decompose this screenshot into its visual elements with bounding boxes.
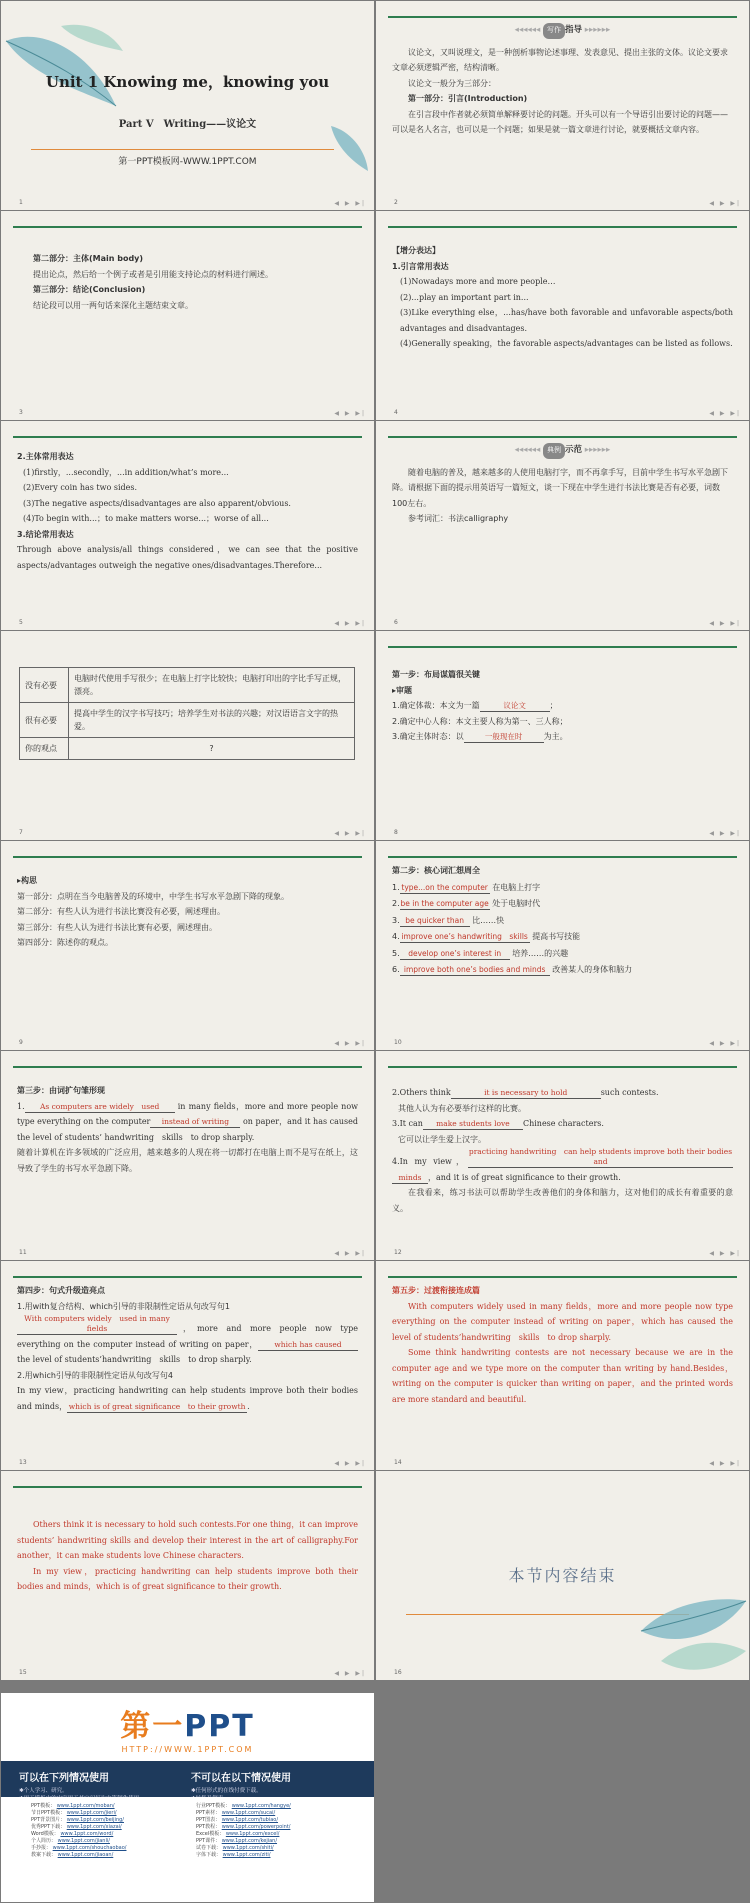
feather-icon <box>631 1591 749 1680</box>
paragraph: 【增分表达】 <box>392 246 440 255</box>
slide-9 <box>1 841 374 1050</box>
link[interactable]: www.1ppt.com/word/ <box>60 1831 114 1837</box>
slide-part: Part Ⅴ Writing——议论文 <box>118 119 257 130</box>
nav-arrows[interactable]: ◀ ▶ ▶| <box>709 1460 741 1467</box>
promo-footer: 第一PPT HTTP://WWW.1PPT.COM 可以在下列情况使用 ✱个人学习、研究。 不可以在以下情况使用 ✱任何形式的在线付费下载。 PPT模板： www.1ppt.com/moban/ 节日PPT模板： www.1ppt.com/jieri/ PPT背景图片： www.1ppt.com/beijing/ 优秀PPT下载： www.1ppt.com/xiazai/ Word模板： www.1ppt.com/word/ 个人简历： www.1ppt.com/jianli/ 手抄报： www.1ppt.com/shouchaobao/ 教案下载： www.1ppt.com/jiaoan/ 行业PPT模板： www.1ppt.com/hangye/ PPT素材： www.1ppt.com/sucai/ PPT图表： www.1ppt.com/tubiao/ PPT教程： www.1ppt.com/powerpoint/ Excel模板： www.1ppt.com/excel/ PPT课件： www.1ppt.com/kejian/ 试卷下载： www.1ppt.com/shiti/ 字体下载： www.1ppt.com/ziti/ <box>1 1693 374 1902</box>
paragraph: In my view，practicing handwriting can help students improve both their bodies and minds， which is of great significance to their growth . <box>17 1386 358 1411</box>
paragraph: 3.确定主体时态：以 一般现在时 为主。 <box>392 732 568 741</box>
slide-number: 15 <box>19 1669 27 1676</box>
nav-arrows[interactable]: ◀ ▶ ▶| <box>709 830 741 837</box>
table-cell: 提高中学生的汉字书写技巧；培养学生对书法的兴趣；对汉语语言文字的热爱。 <box>69 703 355 738</box>
paragraph: 第四步：句式升级造亮点 <box>17 1286 105 1295</box>
answer-blank: improve both one’s bodies and minds <box>400 965 550 976</box>
paragraph: 议论文一般分为三部分： <box>408 78 496 88</box>
nav-arrows[interactable]: ◀ ▶ ▶| <box>334 830 366 837</box>
answer-blank: minds <box>392 1173 428 1184</box>
slide-number: 5 <box>19 619 23 626</box>
slide-1 <box>1 1 374 210</box>
link[interactable]: www.1ppt.com/ziti/ <box>222 1852 271 1858</box>
paragraph: 第三部分：结论(Conclusion) <box>33 285 146 294</box>
slide-footer: 第一PPT模板网-WWW.1PPT.COM <box>118 157 257 167</box>
paragraph: 议论文，又叫说理文，是一种剖析事物论述事理、发表意见、提出主张的文体。议论文要求文章必须逻辑严密，结构清晰。 <box>392 47 728 72</box>
answer-blank: develop one’s interest in <box>400 949 510 960</box>
nav-arrows[interactable]: ◀ ▶ ▶| <box>334 200 366 207</box>
link[interactable]: www.1ppt.com/xiazai/ <box>66 1824 122 1830</box>
paragraph: Some think handwriting contests are not necessary because we are in the computer age and we type more on the computer than writing by hand.Besides，writing on the computer is quicker than writing on paper，and the printed words are more standard and beautiful. <box>392 1348 733 1404</box>
list-item: (1)Nowadays more and more people… <box>400 277 556 286</box>
nav-arrows[interactable]: ◀ ▶ ▶| <box>709 1040 741 1047</box>
table-cell: ? <box>69 738 355 760</box>
slide-number: 1 <box>19 199 23 206</box>
paragraph: 2.主体常用表达 <box>17 452 74 461</box>
table-cell-label: 你的观点 <box>20 738 69 760</box>
slide-number: 7 <box>19 829 23 836</box>
link-column-left: PPT模板： www.1ppt.com/moban/ 节日PPT模板： www.1ppt.com/jieri/ PPT背景图片： www.1ppt.com/beijing/ 优秀PPT下载： www.1ppt.com/xiazai/ Word模板： www.1ppt.com/word/ 个人简历： www.1ppt.com/jianli/ 手抄报： www.1ppt.com/shouchaobao/ 教案下载： www.1ppt.com/jiaoan/ <box>31 1803 127 1858</box>
slide-15 <box>1 1471 374 1680</box>
paragraph: With computers widely used in many fields，more and more people now type everything on the computer instead of writing on paper，which has caused the level of students’handwriting skills to drop sharply. <box>392 1301 733 1342</box>
link[interactable]: www.1ppt.com/hangye/ <box>231 1803 291 1809</box>
slide-number: 12 <box>394 1249 402 1256</box>
paragraph: 结论段可以用一两句话来深化主题结束文章。 <box>33 300 193 310</box>
slide-number: 8 <box>394 829 398 836</box>
answer-blank: type...on the computer <box>401 882 488 892</box>
nav-arrows[interactable]: ◀ ▶ ▶| <box>709 620 741 627</box>
brand-logo: 第一PPT <box>120 1708 255 1744</box>
answer-blank: With computers widely used in many fields <box>17 1314 177 1335</box>
list-item: 第一部分：点明在当今电脑普及的环境中，中学生书写水平急剧下降的现象。 <box>17 891 289 901</box>
paragraph: 3.结论常用表达 <box>17 529 74 539</box>
answer-blank: practicing handwriting can help students improve both their bodies and <box>468 1147 733 1166</box>
table-cell-label: 没有必要 <box>20 668 69 703</box>
list-item: (3)Like everything else，...has/have both favorable and unfavorable aspects/both advantages and disadvantages. <box>400 308 733 333</box>
list-item: 2.be in the computer age 处于电脑时代 <box>392 899 541 908</box>
brand-url[interactable]: HTTP://WWW.1PPT.COM <box>121 1744 254 1754</box>
slide-13 <box>1 1261 374 1470</box>
slide-10 <box>376 841 749 1050</box>
slide-7 <box>1 631 374 840</box>
link[interactable]: www.1ppt.com/powerpoint/ <box>221 1824 291 1830</box>
paragraph: With computers widely used in many fields ，more and more people now type everything on the computer instead of writing on paper， which has caused the level of students’handwriting skills to drop sharply. <box>17 1314 358 1364</box>
link[interactable]: www.1ppt.com/tubiao/ <box>221 1817 279 1823</box>
table-cell-label: 很有必要 <box>20 703 69 738</box>
answer-blank: instead of writing <box>150 1117 240 1128</box>
paragraph: Others think it is necessary to hold such contests.For one thing，it can improve students’ handwriting skills and develop their interest in the art of calligraphy.For another，it can make students love Chinese characters. <box>17 1520 358 1560</box>
list-item: (2)...play an important part in... <box>400 292 529 302</box>
answer-blank: which has caused <box>258 1340 358 1351</box>
slide-11 <box>1 1051 374 1260</box>
list-item: 第三部分：有些人认为进行书法比赛有必要，阐述理由。 <box>17 922 217 932</box>
nav-arrows[interactable]: ◀ ▶ ▶| <box>334 1040 366 1047</box>
paragraph: 其他人认为有必要举行这样的比赛。 <box>398 1103 526 1113</box>
list-item: (1)firstly，...secondly，...in addition/what’s more... <box>23 467 229 477</box>
paragraph: 1.引言常用表达 <box>392 261 449 271</box>
link-column-right: 行业PPT模板： www.1ppt.com/hangye/ PPT素材： www.1ppt.com/sucai/ PPT图表： www.1ppt.com/tubiao/ PPT教程： www.1ppt.com/powerpoint/ Excel模板： www.1ppt.com/excel/ PPT课件： www.1ppt.com/kejian/ 试卷下载： www.1ppt.com/shiti/ 字体下载： www.1ppt.com/ziti/ <box>196 1803 291 1858</box>
answer-blank: As computers are widely used <box>25 1102 175 1113</box>
paragraph: 第五步：过渡衔接连成篇 <box>392 1286 480 1295</box>
paragraph: 1.确定体裁：本文为一篇 议论文 ； <box>392 701 558 710</box>
link[interactable]: www.1ppt.com/sucai/ <box>221 1810 276 1816</box>
paragraph: 3.It can make students love Chinese characters. <box>392 1119 604 1128</box>
slide-number: 4 <box>394 409 398 416</box>
slide-number: 11 <box>19 1249 27 1256</box>
paragraph: 它可以让学生爱上汉字。 <box>398 1134 486 1144</box>
answer-blank: which is of great significance to their growth <box>68 1401 246 1411</box>
answer-blank: make students love <box>423 1119 523 1130</box>
slide-14 <box>376 1261 749 1470</box>
answer-blank: 议论文 <box>480 701 550 712</box>
slide-number: 6 <box>394 619 398 626</box>
nav-arrows[interactable]: ◀ ▶ ▶| <box>709 410 741 417</box>
paragraph: 第二步：核心词汇想周全 <box>392 866 480 875</box>
slide-8 <box>376 631 749 840</box>
opinion-table <box>19 667 355 760</box>
table-row <box>20 668 355 703</box>
table-row <box>20 703 355 738</box>
section-badge: 写作 <box>543 23 565 39</box>
paragraph: 2.用which引导的非限制性定语从句改写句4 <box>17 1370 174 1380</box>
paragraph: 1. As computers are widely used in many fields，more and more people now type everything on the computer instead of writing on paper，and it has caused the level of students’ handwriting skills to drop sharply. <box>17 1101 359 1142</box>
paragraph: 参考词汇：书法calligraphy <box>408 514 509 523</box>
slide-title: Unit 1 Knowing me，knowing you <box>45 73 330 91</box>
section-heading: ◂◂◂◂◂◂ 典例 示范 ▸▸▸▸▸▸ <box>392 443 733 459</box>
answer-blank: be quicker than <box>400 916 470 927</box>
link[interactable]: www.1ppt.com/jieri/ <box>66 1810 117 1816</box>
paragraph: ▸审题 <box>392 685 413 695</box>
paragraph: 2.确定中心人称：本文主要人称为第一、三人称； <box>392 716 568 726</box>
link-list <box>1 1797 374 1902</box>
list-item: (4)To begin with...；to make matters worse...；worse of all... <box>23 514 269 523</box>
link[interactable]: www.1ppt.com/jianli/ <box>57 1838 110 1844</box>
list-item: 第四部分：陈述你的观点。 <box>17 938 113 947</box>
paragraph: 第一步：布局谋篇很关键 <box>392 670 480 679</box>
slide-number: 10 <box>394 1039 402 1046</box>
paragraph: 在我看来，练习书法可以帮助学生改善他们的身体和脑力，这对他们的成长有着重要的意义。 <box>392 1188 733 1213</box>
slide-number: 2 <box>394 199 398 206</box>
paragraph: 2.Others think it is necessary to hold such contests. <box>392 1088 659 1097</box>
slide-number: 14 <box>394 1459 402 1466</box>
answer-blank: it is necessary to hold <box>451 1088 601 1099</box>
list-item: 5. develop one’s interest in 培养……的兴趣 <box>392 948 569 958</box>
nav-arrows[interactable]: ◀ ▶ ▶| <box>709 1250 741 1257</box>
paragraph: 在引言段中作者就必须简单解释要讨论的问题。开头可以有一个导语引出要讨论的问题——可以是名人名言，也可以是一个问题；如果是就一篇文章进行讨论，就要概括文章内容。 <box>392 109 728 134</box>
paragraph: 第二部分：主体(Main body) <box>33 254 144 263</box>
slide-number: 13 <box>19 1459 27 1466</box>
list-item: 1. type...on the computer 在电脑上打字 <box>392 882 541 892</box>
link[interactable]: www.1ppt.com/kejian/ <box>221 1838 278 1844</box>
list-item: (2)Every coin has two sides. <box>23 483 138 492</box>
nav-arrows[interactable]: ◀ ▶ ▶| <box>334 410 366 417</box>
slide-number: 9 <box>19 1039 23 1046</box>
paragraph: 提出论点，然后给一个例子或者是引用能支持论点的材料进行阐述。 <box>33 269 273 279</box>
answer-blank: 一般现在时 <box>464 732 544 743</box>
usage-allowed-title: 可以在下列情况使用 <box>19 1773 109 1784</box>
paragraph: ▸构思 <box>17 876 38 885</box>
link[interactable]: www.1ppt.com/shouchaobao/ <box>52 1845 127 1851</box>
end-title: 本节内容结束 <box>508 1566 617 1585</box>
paragraph: 1.用with复合结构、which引导的非限制性定语从句改写句1 <box>17 1301 230 1311</box>
slide-12 <box>376 1051 749 1260</box>
link[interactable]: www.1ppt.com/excel/ <box>225 1831 280 1837</box>
nav-arrows[interactable]: ◀ ▶ ▶| <box>709 200 741 207</box>
slide-6 <box>376 421 749 630</box>
slide-16 <box>376 1471 749 1680</box>
slide-5 <box>1 421 374 630</box>
list-item: (3)The negative aspects/disadvantages are also apparent/obvious. <box>23 498 291 508</box>
slide-4 <box>376 211 749 420</box>
paragraph: 第一部分：引言(Introduction) <box>408 94 528 103</box>
link[interactable]: www.1ppt.com/shiti/ <box>222 1845 274 1851</box>
slide-3 <box>1 211 374 420</box>
link[interactable]: www.1ppt.com/beijing/ <box>66 1817 124 1823</box>
table-row <box>20 738 355 760</box>
list-item: 第二部分：有些人认为进行书法比赛没有必要，阐述理由。 <box>17 907 225 916</box>
paragraph: 随着计算机在许多领域的广泛应用，越来越多的人现在将一切都打在电脑上而不是写在纸上，这导致了学生的书写水平急剧下降。 <box>17 1148 358 1173</box>
slide-2 <box>376 1 749 210</box>
answer-blank: improve one’s handwriting skills <box>401 932 528 941</box>
list-item: (4)Generally speaking，the favorable aspects/advantages can be listed as follows. <box>400 339 733 348</box>
answer-blank: be in the computer age <box>400 899 489 908</box>
paragraph: 4.In my view，practicing handwriting can help students improve both their bodies and minds ，and it is of great significance to their growth. <box>392 1147 733 1182</box>
paragraph: 第三步：由词扩句雏形现 <box>17 1086 105 1095</box>
usage-forbidden-title: 不可以在以下情况使用 <box>191 1773 291 1784</box>
nav-arrows[interactable]: ◀ ▶ ▶| <box>334 1250 366 1257</box>
link[interactable]: www.1ppt.com/moban/ <box>56 1803 115 1809</box>
list-item: 4. improve one’s handwriting skills 提高书写技能 <box>392 932 581 941</box>
paragraph: In my view，practicing handwriting can help students improve both their bodies and minds，which is of great significance to their growth. <box>17 1566 358 1591</box>
nav-arrows[interactable]: ◀ ▶ ▶| <box>334 1670 366 1677</box>
list-item: 3. be quicker than 比……快 <box>392 915 505 925</box>
slide-number: 3 <box>19 409 23 416</box>
section-heading: ◂◂◂◂◂◂ 写作 指导 ▸▸▸▸▸▸ <box>392 23 733 39</box>
section-badge: 典例 <box>543 443 565 459</box>
list-item: 6. improve both one’s bodies and minds 改善某人的身体和脑力 <box>392 965 633 974</box>
slide-number: 16 <box>394 1669 402 1676</box>
table-cell: 电脑时代使用手写很少；在电脑上打字比较快；电脑打印出的字比手写正规，漂亮。 <box>69 668 355 703</box>
paragraph: 随着电脑的普及，越来越多的人使用电脑打字，而不再拿手写，目前中学生书写水平急剧下降。请根据下面的提示用英语写一篇短文，谈一下现在中学生进行书法比赛是否有必要，词数100左右。 <box>392 467 728 508</box>
nav-arrows[interactable]: ◀ ▶ ▶| <box>334 1460 366 1467</box>
nav-arrows[interactable]: ◀ ▶ ▶| <box>334 620 366 627</box>
paragraph: Through above analysis/all things considered，we can see that the positive aspects/advantages outweigh the negative ones/disadvantages.Therefore... <box>17 545 358 570</box>
link[interactable]: www.1ppt.com/jiaoan/ <box>57 1852 114 1858</box>
